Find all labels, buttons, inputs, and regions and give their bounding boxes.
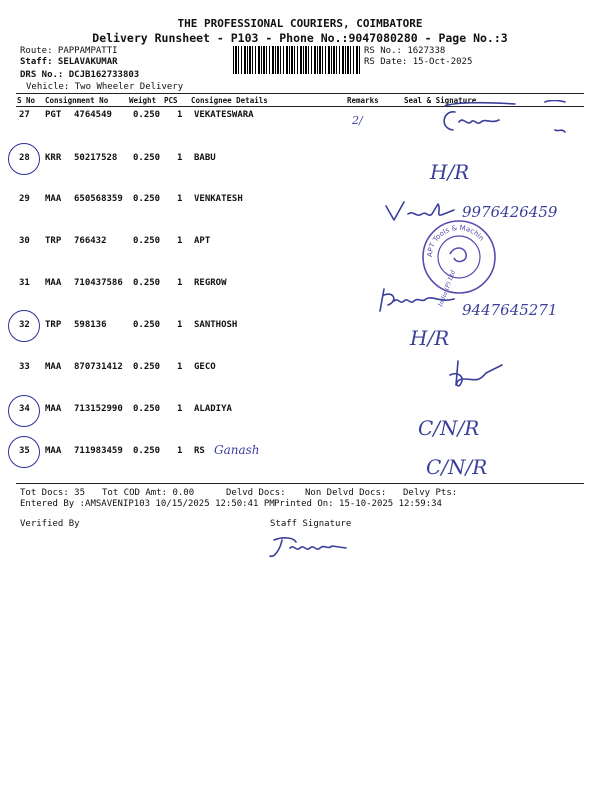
row-pcs: 1 xyxy=(177,236,183,246)
row-prefix: MAA xyxy=(45,404,62,414)
row-number: 713152990 xyxy=(74,404,123,414)
company-title: THE PROFESSIONAL COURIERS, COIMBATORE xyxy=(177,17,423,30)
row-weight: 0.250 xyxy=(133,404,161,414)
row-number: 650568359 xyxy=(74,194,123,204)
row-pcs: 1 xyxy=(177,194,183,204)
row-consignee: RS xyxy=(194,446,205,456)
header-top-rule xyxy=(16,93,584,94)
barcode xyxy=(233,46,361,74)
serial-circle-mark xyxy=(8,143,40,175)
total-cod-amount: Tot COD Amt: 0.00 xyxy=(102,488,195,498)
stamp-text: India (P) Ltd xyxy=(437,269,458,308)
handwritten-mark: 2/ xyxy=(352,114,363,127)
row-prefix: TRP xyxy=(45,236,62,246)
col-consignee: Consignee Details xyxy=(191,96,268,105)
row-sno: 31 xyxy=(19,278,30,288)
row-pcs: 1 xyxy=(177,278,183,288)
vehicle-label: Vehicle: Two Wheeler Delivery xyxy=(26,82,184,92)
row-consignee: SANTHOSH xyxy=(194,320,238,330)
serial-circle-mark xyxy=(8,310,40,342)
row-weight: 0.250 xyxy=(133,278,161,288)
row-prefix: PGT xyxy=(45,110,62,120)
runsheet-subtitle: Delivery Runsheet - P103 - Phone No.:9047080280 - Page No.:3 xyxy=(92,31,508,45)
drs-label: DRS No.: DCJB162733803 xyxy=(20,70,140,80)
row-number: 710437586 xyxy=(74,278,123,288)
total-docs: Tot Docs: 35 xyxy=(20,488,86,498)
signature-row27 xyxy=(425,100,575,150)
row-consignee: VENKATESH xyxy=(194,194,243,204)
row-pcs: 1 xyxy=(177,153,183,163)
row-sno: 35 xyxy=(19,446,30,456)
row-prefix: MAA xyxy=(45,194,62,204)
serial-circle-mark xyxy=(8,436,40,468)
signature-row31 xyxy=(376,285,466,319)
footer-rule xyxy=(16,483,584,484)
row-pcs: 1 xyxy=(177,110,183,120)
row-pcs: 1 xyxy=(177,362,183,372)
staff-signature-label: Staff Signature xyxy=(270,519,352,529)
row-number: 50217528 xyxy=(74,153,118,163)
row-pcs: 1 xyxy=(177,446,183,456)
row-consignee: VEKATESWARA xyxy=(194,110,254,120)
printed-on: Printed On: 15-10-2025 12:59:34 xyxy=(274,499,442,509)
staff-label: Staff: SELAVAKUMAR xyxy=(20,57,118,67)
row-sno: 34 xyxy=(19,404,30,414)
handwritten-name: Ganash xyxy=(214,443,260,457)
row-prefix: MAA xyxy=(45,278,62,288)
row-weight: 0.250 xyxy=(133,110,161,120)
row-number: 598136 xyxy=(74,320,107,330)
handwritten-phone: 9447645271 xyxy=(462,301,558,319)
col-weight: Weight xyxy=(129,96,157,105)
staff-signature-icon xyxy=(268,534,352,564)
row-number: 766432 xyxy=(74,236,107,246)
row-pcs: 1 xyxy=(177,320,183,330)
row-consignee: APT xyxy=(194,236,211,246)
route-label: Route: PAPPAMPATTI xyxy=(20,46,118,56)
row-sno: 32 xyxy=(19,320,30,330)
delivery-points: Delvy Pts: xyxy=(403,488,458,498)
verified-by-label: Verified By xyxy=(20,519,80,529)
row-weight: 0.250 xyxy=(133,236,161,246)
handwritten-status: C/N/R xyxy=(426,455,488,479)
row-consignee: BABU xyxy=(194,153,216,163)
row-consignee: REGROW xyxy=(194,278,227,288)
row-weight: 0.250 xyxy=(133,446,161,456)
row-sno: 30 xyxy=(19,236,30,246)
delivered-docs: Delvd Docs: xyxy=(226,488,286,498)
rs-number: RS No.: 1627338 xyxy=(364,46,446,56)
col-sno: S No xyxy=(17,96,36,105)
col-seal-signature: Seal & Signature xyxy=(404,96,477,105)
row-prefix: MAA xyxy=(45,362,62,372)
row-weight: 0.250 xyxy=(133,320,161,330)
row-number: 870731412 xyxy=(74,362,123,372)
handwritten-phone: 9976426459 xyxy=(462,203,558,221)
row-number: 711983459 xyxy=(74,446,123,456)
row-prefix: MAA xyxy=(45,446,62,456)
col-consignment: Consignment No xyxy=(45,96,109,105)
row-weight: 0.250 xyxy=(133,194,161,204)
stamp-text: APT Tools & Machin xyxy=(425,223,486,258)
serial-circle-mark xyxy=(8,395,40,427)
row-pcs: 1 xyxy=(177,404,183,414)
row-sno: 29 xyxy=(19,194,30,204)
svg-text:APT Tools & Machin xyxy=(426,224,486,257)
row-sno: 27 xyxy=(19,110,30,120)
handwritten-status: H/R xyxy=(410,326,450,350)
handwritten-status: C/N/R xyxy=(418,416,480,440)
row-number: 4764549 xyxy=(74,110,112,120)
row-prefix: KRR xyxy=(45,153,62,163)
entered-by: Entered By :AMSAVENIP103 10/15/2025 12:50:41 PM xyxy=(20,499,275,509)
col-remarks: Remarks xyxy=(347,96,379,105)
col-pcs: PCS xyxy=(164,96,178,105)
row-sno: 28 xyxy=(19,153,30,163)
handwritten-status: H/R xyxy=(430,160,470,184)
row-weight: 0.250 xyxy=(133,362,161,372)
row-prefix: TRP xyxy=(45,320,62,330)
signature-row33 xyxy=(446,357,506,393)
row-sno: 33 xyxy=(19,362,30,372)
row-consignee: ALADIYA xyxy=(194,404,232,414)
row-consignee: GECO xyxy=(194,362,216,372)
non-delivered-docs: Non Delvd Docs: xyxy=(305,488,387,498)
rs-date: RS Date: 15-Oct-2025 xyxy=(364,57,473,67)
row-weight: 0.250 xyxy=(133,153,161,163)
